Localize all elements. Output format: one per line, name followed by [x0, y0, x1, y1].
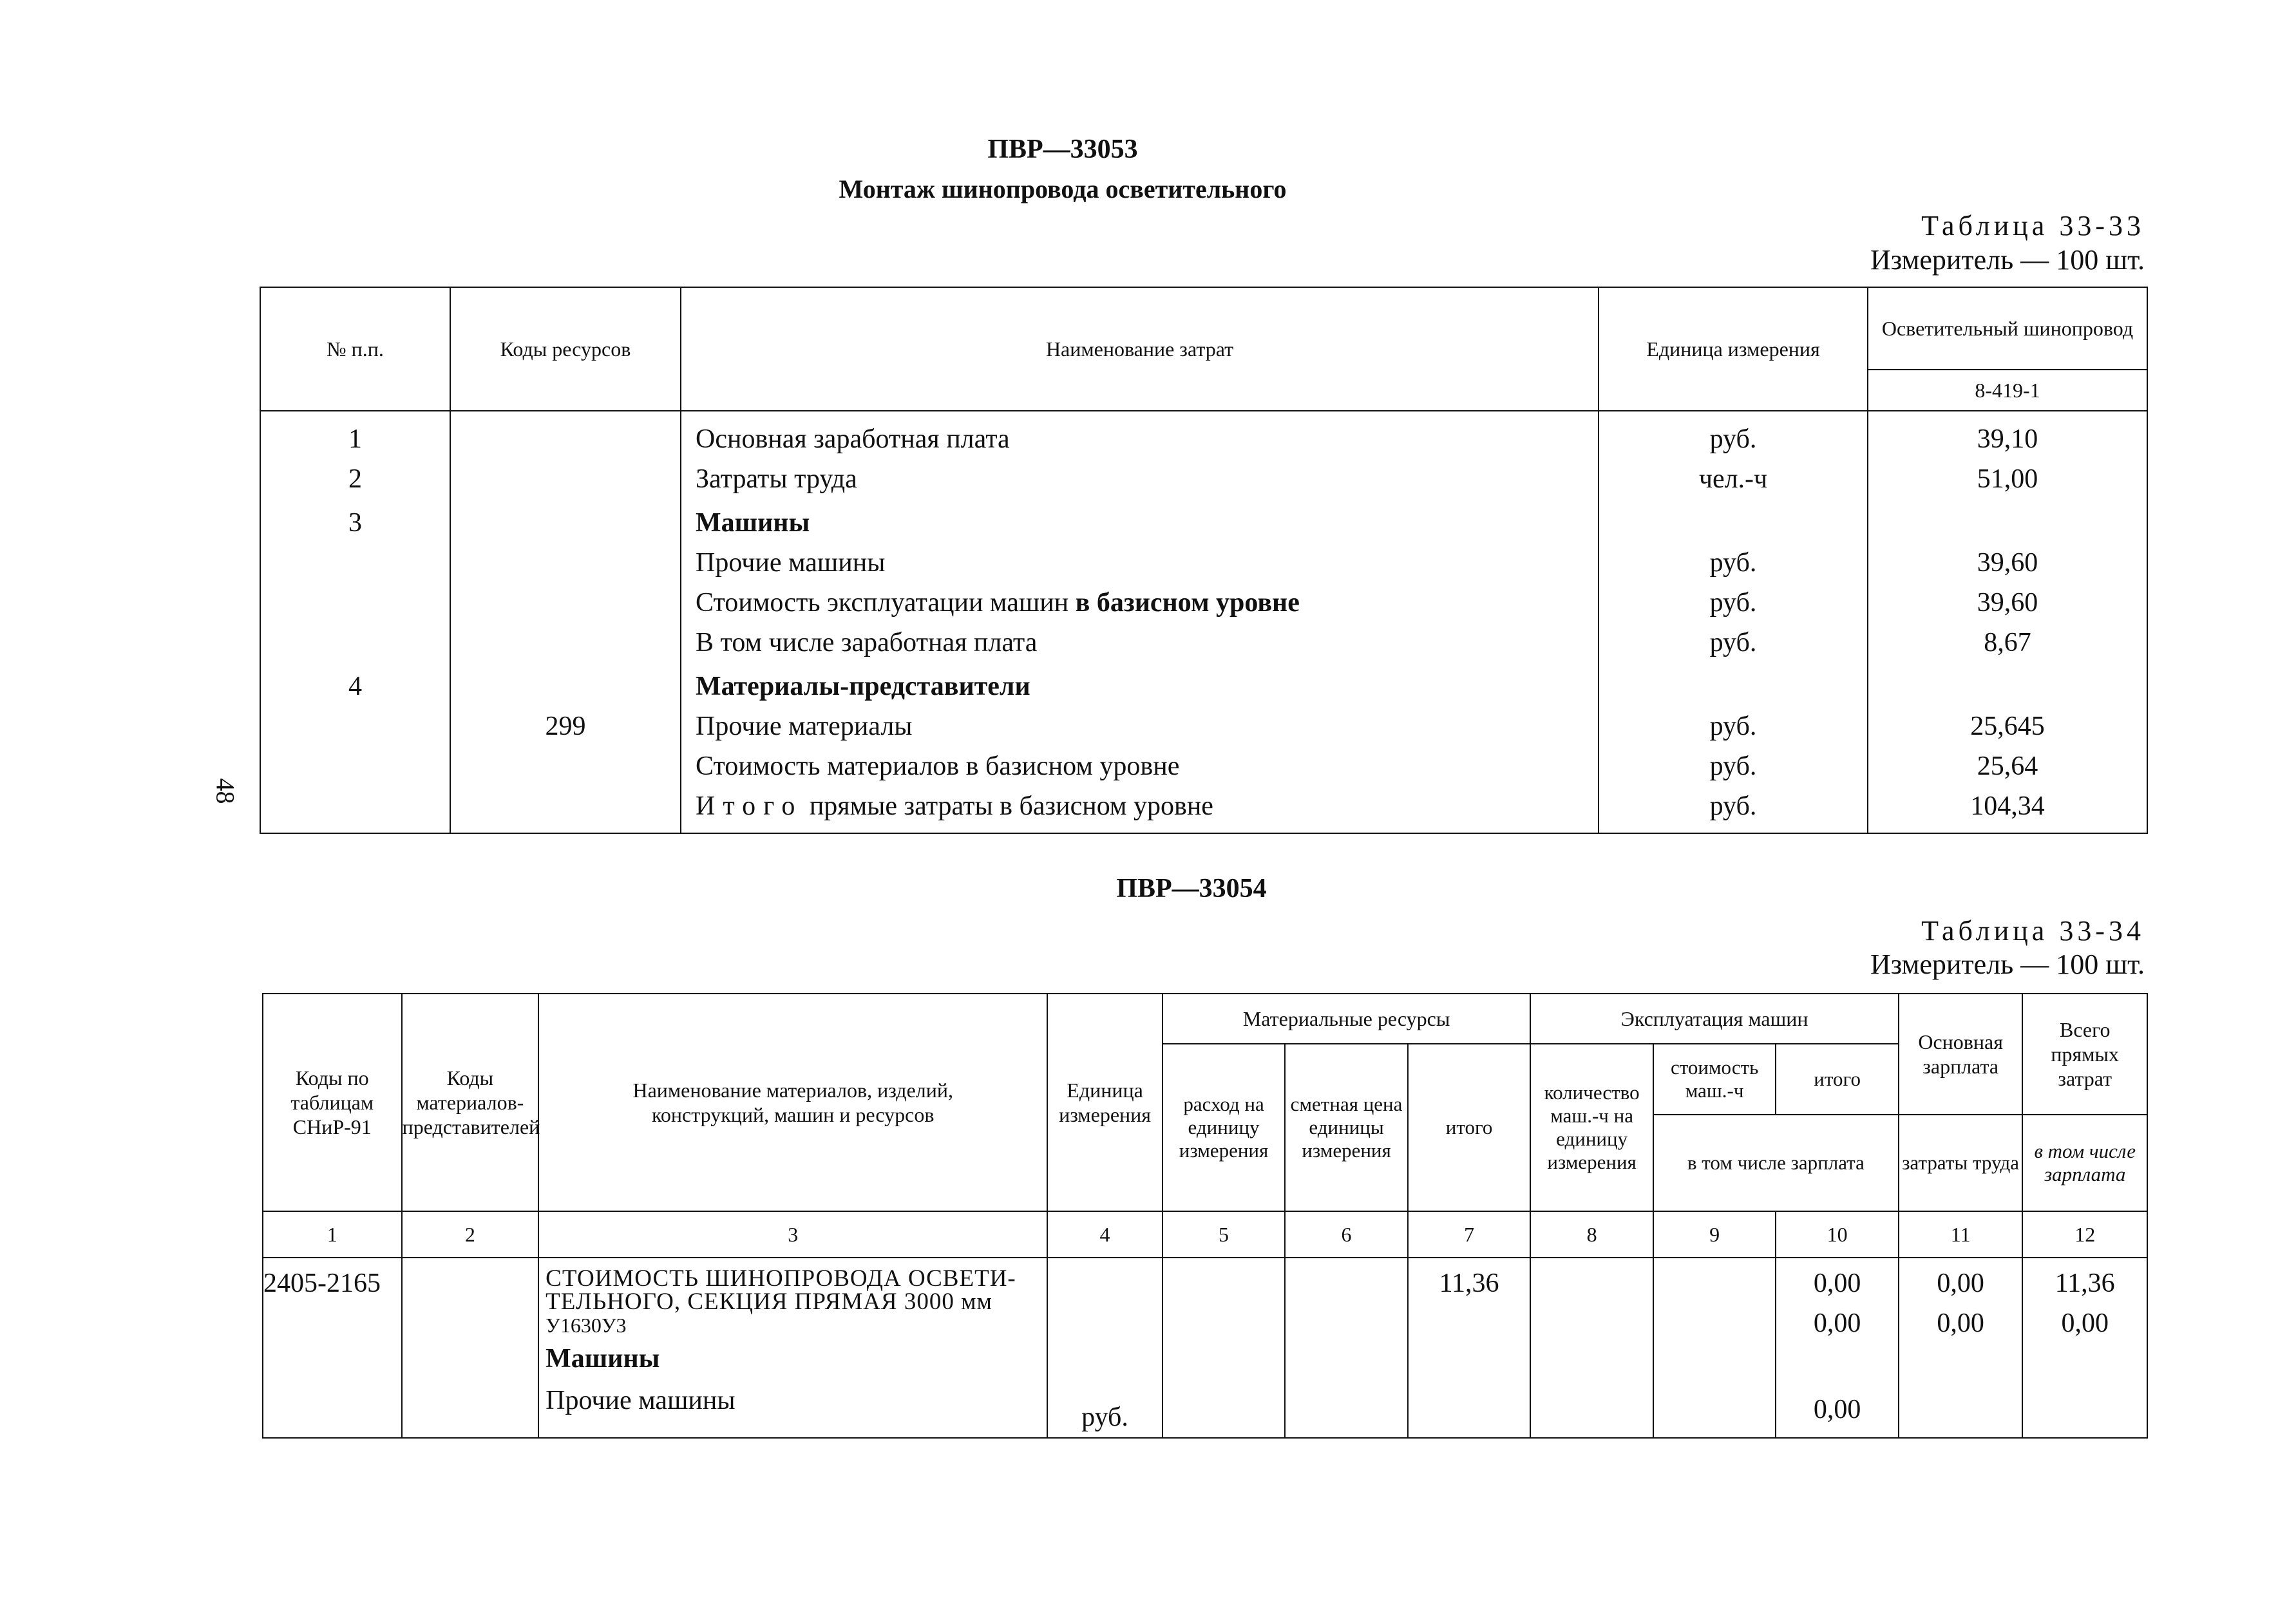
header-c5: расход на единицу измерения: [1163, 1044, 1286, 1211]
other-machines-name: Прочие машины: [546, 1386, 736, 1415]
row-num: [261, 543, 450, 583]
row-num: [261, 623, 450, 663]
row-code: [451, 499, 680, 543]
header-num: № п.п.: [260, 287, 450, 411]
col-number: 3: [538, 1211, 1047, 1258]
row-unit: руб.: [1709, 548, 1757, 578]
header-code: 8-419-1: [1868, 370, 2147, 411]
row-num: 1: [348, 424, 362, 454]
header-group: Осветительный шинопровод: [1868, 287, 2147, 370]
mach-total: 0,00: [1813, 1269, 1861, 1298]
col-number: 9: [1653, 1211, 1776, 1258]
row-c9: [1653, 1258, 1776, 1438]
header-c11: Основная зарплата: [1899, 994, 2023, 1115]
header-c4: Единица измерения: [1047, 994, 1162, 1211]
col-number: 10: [1776, 1211, 1899, 1258]
header-name: Наименование затрат: [681, 287, 1599, 411]
page-number: 48: [211, 778, 240, 804]
row-code: [451, 623, 680, 663]
row-c10: [1776, 1258, 1899, 1438]
table-33-33: [260, 287, 2148, 834]
row-value: [1868, 499, 2147, 543]
row-value: 51,00: [1977, 464, 2038, 494]
col-number: 4: [1047, 1211, 1162, 1258]
machines-label: Машины: [546, 1344, 660, 1374]
row-num: 4: [348, 672, 362, 701]
row-num: [261, 706, 450, 746]
other-machines-unit: руб.: [1081, 1402, 1128, 1432]
row-c8: [1530, 1258, 1653, 1438]
row-c11: [1899, 1258, 2023, 1438]
row-code: [451, 459, 680, 499]
row-c5: [1163, 1258, 1286, 1438]
section1-title: Монтаж шинопровода осветительного: [839, 175, 1287, 203]
row-name-cell: [538, 1258, 1047, 1438]
row-name-line2: ТЕЛЬНОГО, СЕКЦИЯ ПРЯМАЯ 3000 мм: [546, 1289, 992, 1315]
header-c11-sub: затраты труда: [1899, 1115, 2023, 1211]
col-number: 12: [2022, 1211, 2147, 1258]
header-c8: количество маш.-ч на единицу измерения: [1530, 1044, 1653, 1211]
header-c9-10-sub: в том числе зарплата: [1653, 1115, 1899, 1211]
section1-code: ПВР—33053: [987, 135, 1138, 164]
header-c7: итого: [1408, 1044, 1531, 1211]
header-c12: Всего прямых затрат: [2022, 994, 2147, 1115]
row-num: 2: [348, 464, 362, 494]
header-c6: сметная цена единицы измерения: [1285, 1044, 1408, 1211]
col-number: 1: [263, 1211, 402, 1258]
row-name: Машины: [696, 508, 810, 538]
mach-wage: 0,00: [1813, 1308, 1861, 1338]
row-num: [261, 746, 450, 786]
wage: 0,00: [1937, 1269, 1984, 1298]
row-code: [451, 543, 680, 583]
total-wage: 0,00: [2061, 1308, 2109, 1338]
header-mach-group: Эксплуатация машин: [1530, 994, 1899, 1044]
row-code: 299: [545, 712, 586, 741]
row-unit: руб.: [1709, 751, 1757, 781]
column-numbers-row: [263, 1211, 2147, 1258]
row-value: 39,60: [1977, 548, 2038, 578]
labor: 0,00: [1937, 1308, 1984, 1338]
row-name: Затраты труда: [696, 464, 857, 494]
mat-total: 11,36: [1439, 1269, 1499, 1298]
col-number: 11: [1899, 1211, 2023, 1258]
header-codes: Коды ресурсов: [450, 287, 681, 411]
row-unit: руб.: [1709, 791, 1757, 821]
row-unit: [1599, 663, 1867, 706]
row-num: [261, 583, 450, 623]
row-code: [451, 746, 680, 786]
row-name-line3: У1630У3: [546, 1314, 627, 1337]
section2-code: ПВР—33054: [1116, 874, 1267, 903]
col-code: [450, 411, 681, 833]
row-name: Прочие материалы: [696, 712, 913, 741]
header-c2: Коды материалов-представителей: [402, 994, 539, 1211]
row-value: 39,10: [1977, 424, 2038, 454]
row-name: Стоимость материалов в базисном уровне: [696, 751, 1180, 781]
row-value: [1868, 663, 2147, 706]
row-c12: [2022, 1258, 2147, 1438]
row-unit: руб.: [1709, 424, 1757, 454]
row-code-cell: [263, 1258, 402, 1438]
other-machines-value: 0,00: [1813, 1395, 1861, 1424]
row-unit: руб.: [1709, 628, 1757, 657]
row-num: [261, 786, 450, 826]
col-number: 2: [402, 1211, 539, 1258]
row-c6: [1285, 1258, 1408, 1438]
row-name: Итого прямые затраты в базисном уровне: [696, 791, 1213, 821]
col-number: 5: [1163, 1211, 1286, 1258]
row-value: 25,645: [1970, 712, 2045, 741]
col-value: [1868, 411, 2147, 833]
row-unit: руб.: [1709, 588, 1757, 618]
col-unit: [1599, 411, 1868, 833]
row-code: 2405-2165: [263, 1269, 381, 1298]
header-c10: итого: [1776, 1044, 1899, 1115]
row-num: 3: [348, 508, 362, 538]
section2-table-label: Таблица 33-34: [1921, 915, 2145, 947]
row-name: Прочие машины: [696, 548, 886, 578]
row-name: Стоимость эксплуатации машин в базисном уровне: [696, 588, 1300, 618]
row-value: 25,64: [1977, 751, 2038, 781]
col-number: 7: [1408, 1211, 1531, 1258]
section1-table-label: Таблица 33-33: [1921, 210, 2145, 241]
section2-measure: Измеритель — 100 шт.: [1870, 949, 2145, 980]
header-mat-group: Материальные ресурсы: [1163, 994, 1531, 1044]
col-name: [681, 411, 1599, 833]
header-c3: Наименование материалов, изделий, конструкций, машин и ресурсов: [538, 994, 1047, 1211]
header-c1: Коды по таблицам СНиР-91: [263, 994, 402, 1211]
row-name-line1: СТОИМОСТЬ ШИНОПРОВОДА ОСВЕТИ-: [546, 1265, 1016, 1292]
row-unit: [1599, 499, 1867, 543]
table-33-34: [262, 993, 2148, 1439]
row-unit-cell: [1047, 1258, 1162, 1438]
header-c9: стоимость маш.-ч: [1653, 1044, 1776, 1115]
data-row: [263, 1258, 2147, 1438]
col-number: 6: [1285, 1211, 1408, 1258]
row-code: [451, 663, 680, 706]
row-value: 39,60: [1977, 588, 2038, 618]
row-name: Основная заработная плата: [696, 424, 1010, 454]
row-code: [451, 419, 680, 459]
row-name: Материалы-представители: [696, 672, 1030, 701]
row-unit: руб.: [1709, 712, 1757, 741]
row-unit: чел.-ч: [1698, 464, 1768, 494]
row-code: [451, 583, 680, 623]
row-c7: [1408, 1258, 1531, 1438]
row-value: 104,34: [1970, 791, 2045, 821]
row-value: 8,67: [1984, 628, 2031, 657]
header-c12-sub: в том числе зарплата: [2022, 1115, 2147, 1211]
col-number: 8: [1530, 1211, 1653, 1258]
row-code: [451, 786, 680, 826]
section1-measure: Измеритель — 100 шт.: [1870, 244, 2145, 276]
row-code2-cell: [402, 1258, 539, 1438]
col-num: [260, 411, 450, 833]
row-name: В том числе заработная плата: [696, 628, 1038, 657]
total: 11,36: [2055, 1269, 2115, 1298]
header-unit: Единица измерения: [1599, 287, 1868, 411]
